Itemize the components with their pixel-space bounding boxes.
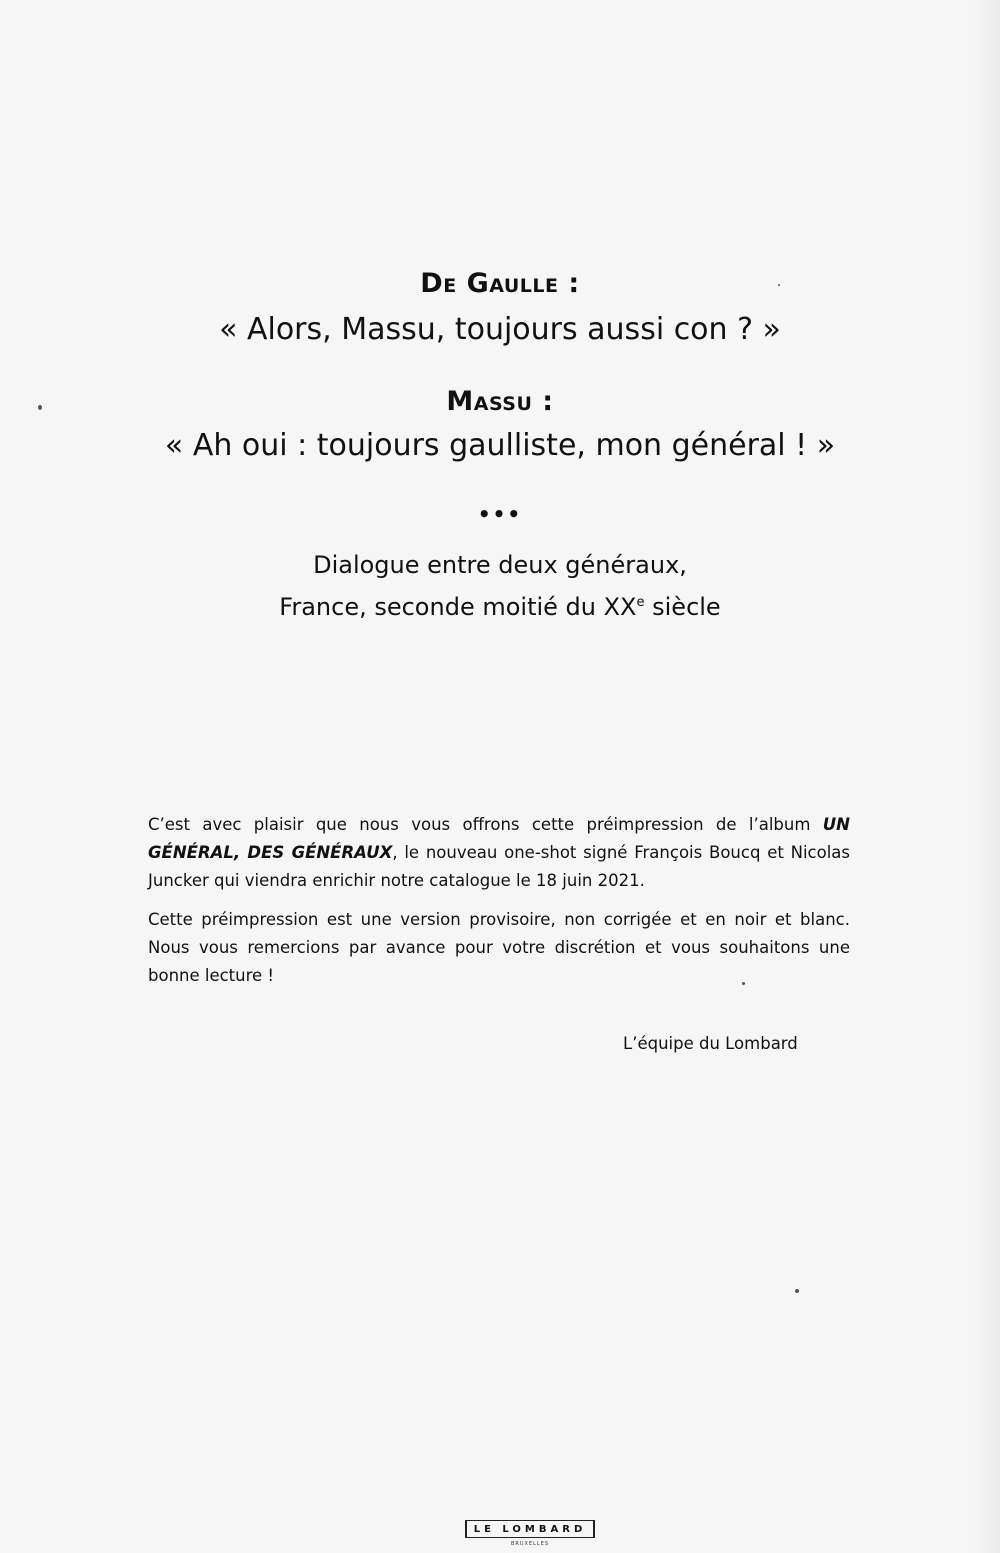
speck — [778, 284, 780, 286]
speck — [795, 1289, 799, 1293]
signature: L’équipe du Lombard — [623, 1034, 798, 1053]
separator-dots: ••• — [477, 502, 523, 526]
speaker-row-2 — [0, 386, 1000, 417]
epigraph — [0, 268, 1000, 299]
source-line-2-end: siècle — [644, 593, 721, 621]
speaker-de-gaulle: De Gaulle : — [420, 268, 580, 299]
letter-paragraph-2 — [148, 906, 850, 990]
p2-text: Cette préimpression est une version provisoire, non corrigée et en noir et blanc. Nous vous remercions par avance pour votre discrétion et vous souhaitons une bonne lecture ! — [148, 910, 850, 985]
quote-massu: « Ah oui : toujours gaulliste, mon général ! » — [164, 428, 836, 463]
page-edge-shadow — [972, 0, 1000, 1553]
album-title: UN GÉNÉRAL, DES GÉNÉRAUX — [148, 815, 850, 862]
p1-end: , le nouveau one-shot signé François Boucq et Nicolas Juncker qui viendra enrichir notre catalogue le 18 juin 2021. — [148, 843, 850, 890]
century-superscript: e — [636, 595, 645, 610]
separator-row — [0, 502, 1000, 526]
logo-name: LE LOMBARD — [473, 1523, 587, 1535]
source-line-1: Dialogue entre deux généraux, — [313, 551, 687, 579]
logo-city: BRUXELLES — [510, 1541, 550, 1547]
quote-row-1 — [0, 312, 1000, 347]
speaker-massu: Massu : — [446, 386, 554, 417]
speck — [742, 982, 745, 985]
speck — [38, 405, 42, 410]
publisher-logo — [465, 1520, 595, 1538]
letter-paragraph-1 — [148, 811, 850, 895]
quote-row-2 — [0, 428, 1000, 463]
source-line-2 — [0, 584, 1000, 626]
p1-intro: C’est avec plaisir que nous vous offrons cette préimpression de l’album — [148, 815, 823, 834]
source-line-2-text: France, seconde moitié du XX — [279, 593, 637, 621]
source-block — [0, 546, 1000, 626]
quote-de-gaulle: « Alors, Massu, toujours aussi con ? » — [219, 312, 781, 347]
